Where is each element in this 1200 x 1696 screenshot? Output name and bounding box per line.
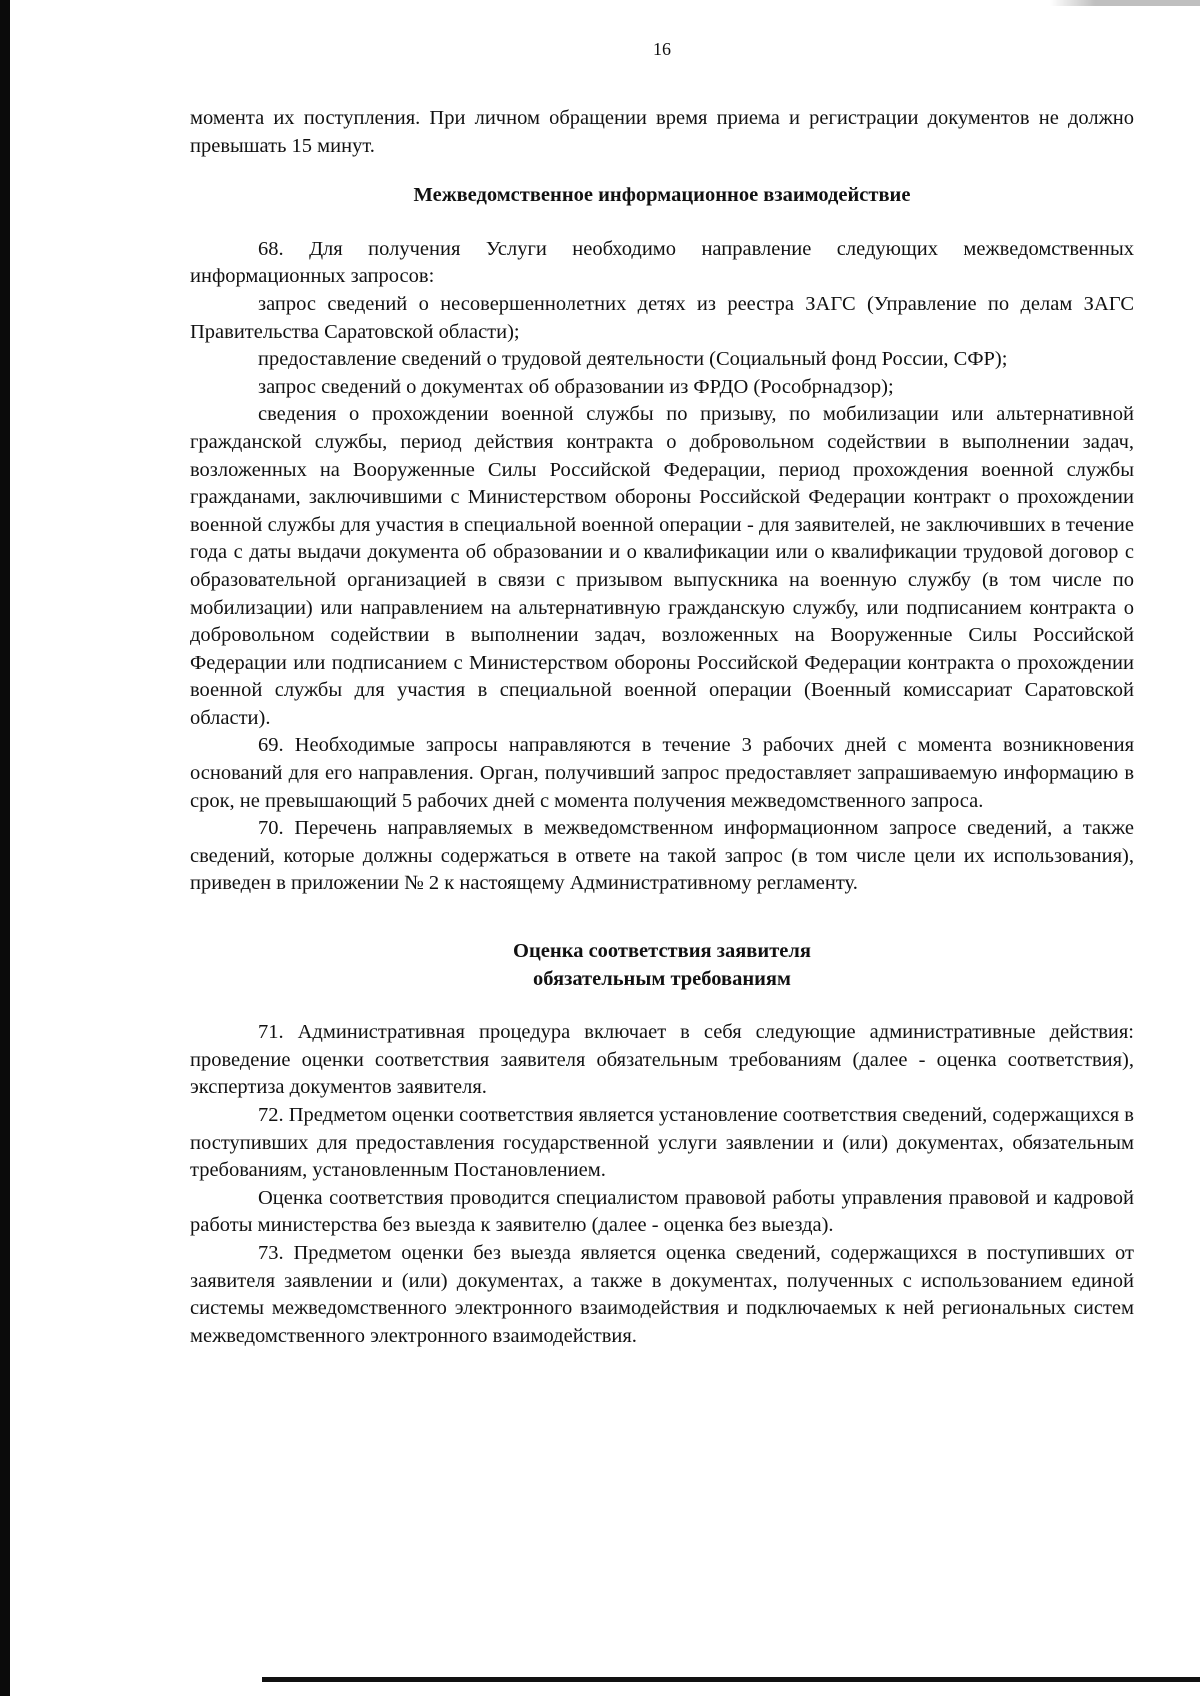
list-item-zags: запрос сведений о несовершеннолетних детях из реестра ЗАГС (Управление по делам ЗАГС Правительства Саратовской области); bbox=[190, 292, 1134, 343]
scan-top-right-smudge bbox=[1050, 0, 1200, 6]
list-item-frdo: запрос сведений о документах об образовании из ФРДО (Рособрнадзор); bbox=[258, 375, 894, 398]
list-item-military: сведения о прохождении военной службы по призыву, по мобилизации или альтернативной гражданской службы, период действия контракта о добровольном содействии в выполнении задач, возложенных на Вооруженные Силы Российской Федерации, период прохождения военной службы гражданами, заключившими с Министерством обороны Российской Федерации контракт о прохождении военной службы для участия в специальной военной операции - для заявителей, не заключивших в течение года с даты выдачи документа об образовании и о квалификации или о квалификации трудовой договор с образовательной организацией в связи с призывом выпускника на военную службу (в том числе по мобилизации) или направлением на альтернативную гражданскую службу, или подписанием контракта о добровольном содействии в выполнении задач, возложенных на Вооруженные Силы Российской Федерации или подписанием с Министерством обороны Российской Федерации контракта о прохождении военной службы для участия в специальной военной операции (Военный комиссариат Саратовской области). bbox=[190, 403, 1134, 729]
paragraph-70: 70. Перечень направляемых в межведомственном информационном запросе сведений, а также сведений, которые должны содержаться в ответе на такой запрос (в том числе цели их использования), приведен в приложении № 2 к настоящему Административному регламенту. bbox=[190, 817, 1134, 895]
paragraph-72-note: Оценка соответствия проводится специалистом правовой работы управления правовой и кадровой работы министерства без выезда к заявителю (далее - оценка без выезда). bbox=[190, 1186, 1134, 1237]
list-item-sfr: предоставление сведений о трудовой деятельности (Социальный фонд России, СФР); bbox=[258, 348, 1008, 371]
document-page bbox=[190, 38, 1134, 1350]
section-heading-assessment-line-1: Оценка соответствия заявителя bbox=[513, 940, 811, 963]
section-heading-interagency: Межведомственное информационное взаимодействие bbox=[413, 184, 911, 207]
paragraph-71: 71. Административная процедура включает в себя следующие административные действия: проведение оценки соответствия заявителя обязательным требованиям (далее - оценка соответствия), экспертиза документов заявителя. bbox=[190, 1021, 1134, 1099]
page-number: 16 bbox=[653, 39, 671, 59]
section-heading-assessment bbox=[190, 938, 1134, 993]
paragraph-68-intro: 68. Для получения Услуги необходимо направление следующих межведомственных информационных запросов: bbox=[190, 237, 1134, 288]
paragraph-continuation: момента их поступления. При личном обращении время приема и регистрации документов не должно превышать 15 минут. bbox=[190, 107, 1134, 157]
paragraph-73: 73. Предметом оценки без выезда является оценка сведений, содержащихся в поступивших от заявителя заявлении и (или) документах, а также в документах, полученных с использованием единой системы межведомственного электронного взаимодействия и подключаемых к ней региональных систем межведомственного электронного взаимодействия. bbox=[190, 1241, 1134, 1347]
section-heading-assessment-line-2: обязательным требованиям bbox=[533, 967, 791, 990]
paragraph-69: 69. Необходимые запросы направляются в течение 3 рабочих дней с момента возникновения оснований для его направления. Орган, получивший запрос предоставляет запрашиваемую информацию в срок, не превышающий 5 рабочих дней с момента получения межведомственного запроса. bbox=[190, 734, 1134, 812]
scan-left-edge bbox=[0, 0, 10, 1696]
scan-bottom-edge bbox=[262, 1677, 1200, 1682]
paragraph-72: 72. Предметом оценки соответствия является установление соответствия сведений, содержащихся в поступивших для предоставления государственной услуги заявлении и (или) документах, обязательным требованиям, установленным Постановлением. bbox=[190, 1104, 1134, 1182]
